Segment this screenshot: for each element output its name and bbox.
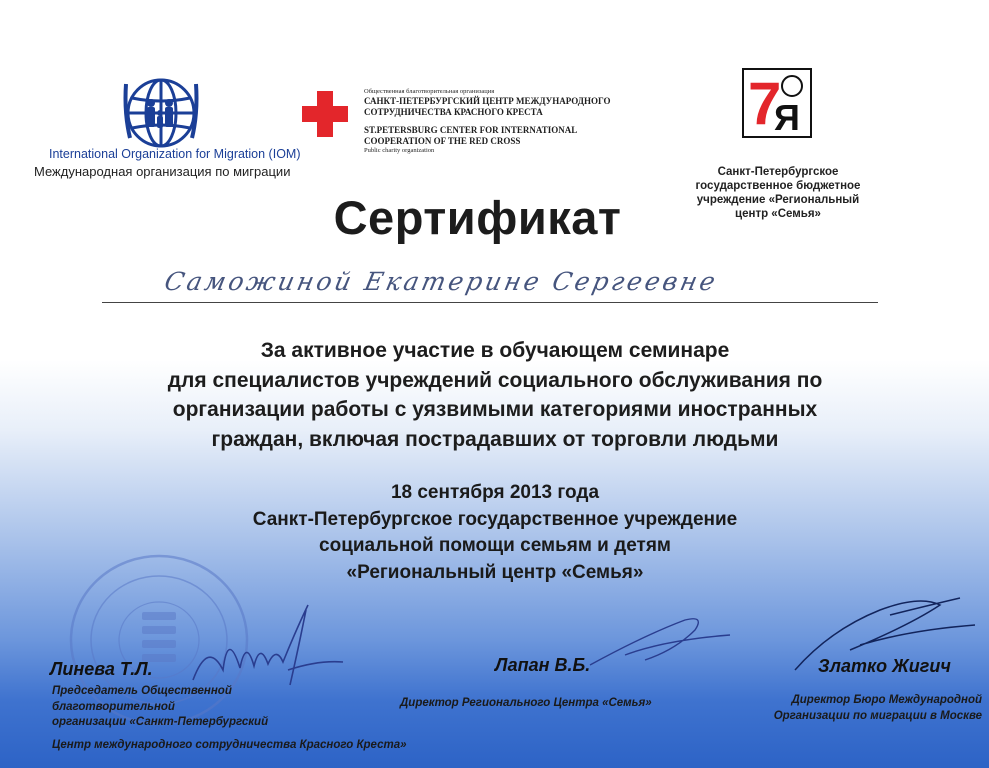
award-line: граждан, включая пострадавших от торговли людьми [211,427,779,451]
iom-name-ru: Международная организация по миграции [34,164,291,179]
role-line: Организации по миграции в Москве [773,709,982,722]
role-line: организации «Санкт-Петербургский [52,716,269,728]
iom-emblem-icon [122,76,200,150]
role-line: Центр международного сотрудничества Красного Креста» [52,738,407,751]
role-line: Председатель Общественной [52,685,232,697]
certificate-title: Сертификат [333,191,622,244]
red-cross-name-en-line: COOPERATION OF THE RED CROSS [364,136,521,146]
detail-line: «Региональный центр «Семья» [346,561,644,583]
award-line: организации работы с уязвимыми категориями иностранных [172,398,818,421]
event-date: 18 сентября 2013 года [390,482,600,503]
signatory-lineva-role [52,684,407,753]
red-cross-org-type: Общественная благотворительная организация [364,88,495,95]
iom-name-en: International Organization for Migration (IOM) [49,147,301,161]
recipient-name: Саможиной Екатерине Сергеевне [161,267,721,296]
red-cross-name-en-line: ST.PETERSBURG CENTER FOR INTERNATIONAL [364,125,578,135]
signatory-lineva-name: Линева Т.Л. [50,659,153,679]
red-cross-name-ru [364,96,610,118]
detail-line: социальной помощи семьям и детям [319,535,671,556]
red-cross-name-en [364,125,577,147]
signatory-lapan-role: Директор Регионального Центра «Семья» [400,697,652,709]
role-line: Директор Бюро Международной [791,694,982,706]
award-line: За активное участие в обучающем семинаре [260,339,730,362]
signatory-zhigich-role [730,693,982,724]
org-line: Санкт-Петербургское [717,166,839,178]
red-cross-name-ru-line: СОТРУДНИЧЕСТВА КРАСНОГО КРЕСТА [364,107,543,117]
signature-lapan-icon [585,610,735,670]
logo-seven: 7 [748,70,782,136]
logo-ya: Я [774,97,800,136]
award-text [100,336,890,454]
org-line: государственное бюджетное [695,180,861,192]
org-line: центр «Семья» [735,208,821,220]
red-cross-icon [302,91,348,137]
award-line: для специалистов учреждений социального обслуживания по [167,368,823,392]
signatory-lapan-name: Лапан В.Б. [495,655,591,675]
org-line: учреждение «Региональный [696,194,860,206]
family-center-logo [742,68,812,138]
red-cross-org-type-en: Public charity organization [364,147,435,154]
detail-line: Санкт-Петербургское государственное учреждение [252,508,738,530]
signatory-zhigich-name: Златко Жигич [818,656,951,676]
recipient-underline [102,302,878,303]
role-line: благотворительной [52,700,175,713]
red-cross-name-ru-line: САНКТ-ПЕТЕРБУРГСКИЙ ЦЕНТР МЕЖДУНАРОДНОГО [364,96,611,106]
